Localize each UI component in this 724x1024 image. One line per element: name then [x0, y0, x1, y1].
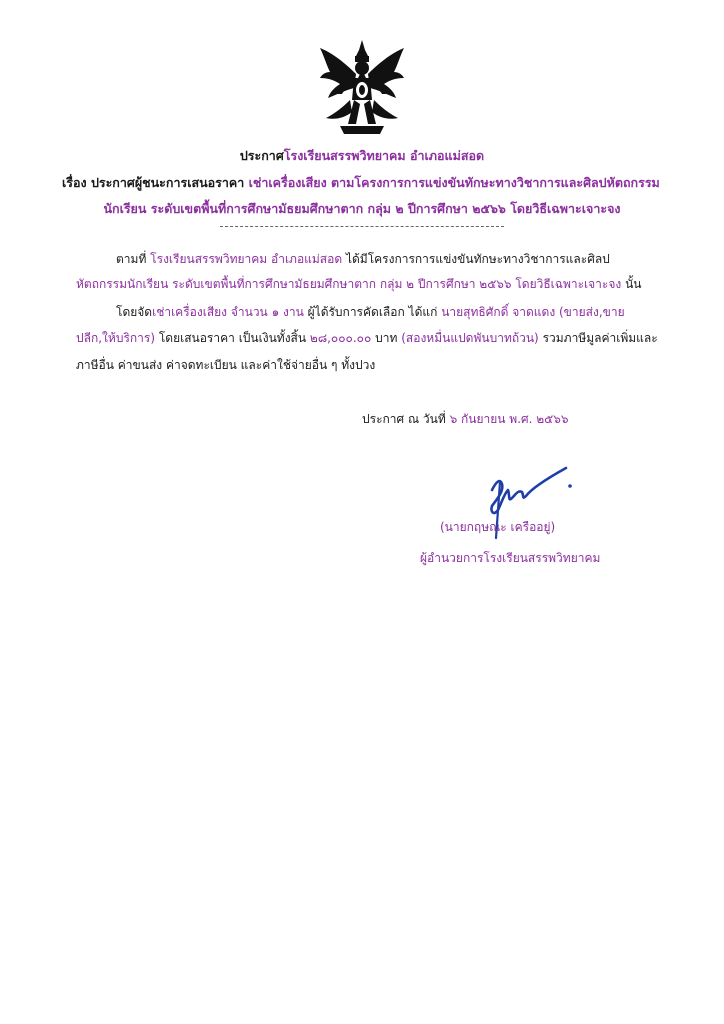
announce-prefix: ประกาศ ณ วันที่ [362, 412, 450, 426]
p2-item: เช่าเครื่องเสียง จำนวน ๑ งาน [152, 305, 304, 319]
p2-vendor-cont: ปลีก,ให้บริการ) [76, 331, 156, 345]
header-prefix: ประกาศ [239, 148, 284, 163]
p1-end: นั้น [621, 277, 642, 291]
p1-school: โรงเรียนสรรพวิทยาคม อำเภอแม่สอด [150, 252, 343, 266]
p2-vendor: นายสุทธิศักดิ์ จาดแดง (ขายส่ง,ขาย [441, 305, 625, 319]
header-school-name: โรงเรียนสรรพวิทยาคม อำเภอแม่สอด [283, 148, 485, 163]
p2-mid: ผู้ได้รับการคัดเลือก ได้แก่ [303, 305, 442, 319]
signer-position: ผู้อำนวยการโรงเรียนสรรพวิทยาคม [420, 551, 601, 565]
p1-line2: หัตถกรรมนักเรียน ระดับเขตพื้นที่การศึกษามัธยมศึกษาตาก กลุ่ม ๒ ปีการศึกษา ๒๕๖๖ โดยวิธีเฉพาะเจาะจง [76, 277, 622, 291]
paragraph-2-line-2 [76, 329, 658, 348]
header-subject [62, 173, 662, 193]
p2-baht: บาท [371, 331, 402, 345]
paragraph-2-line-3: ภาษีอื่น ค่าขนส่ง ค่าจดทะเบียน และค่าใช้จ่ายอื่น ๆ ทั้งปวง [76, 358, 376, 372]
subject-text: เช่าเครื่องเสียง ตามโครงการการแข่งขันทักษะทางวิชาการและศิลปหัตถกรรม [248, 175, 660, 190]
header-subject-line2: นักเรียน ระดับเขตพื้นที่การศึกษามัธยมศึกษาตาก กลุ่ม ๒ ปีการศึกษา ๒๕๖๖ โดยวิธีเฉพาะเจาะจง [103, 201, 621, 216]
p2-line2-end: รวมภาษีมูลค่าเพิ่มและ [538, 331, 658, 345]
p1-rest: ได้มีโครงการการแข่งขันทักษะทางวิชาการและศิลป [342, 252, 610, 266]
announce-date: ๖ กันยายน พ.ศ. ๒๕๖๖ [449, 412, 569, 426]
garuda-emblem [312, 38, 412, 138]
header-divider [220, 226, 504, 227]
paragraph-1-line-2 [76, 275, 641, 294]
p2-amount-text: (สองหมื่นแปดพันบาทถ้วน) [401, 331, 539, 345]
paragraph-2-line-1 [116, 303, 625, 322]
announce-date-line [362, 410, 568, 429]
paragraph-1-line-1 [116, 250, 610, 269]
signer-open: (นาย [440, 520, 467, 534]
subject-prefix: เรื่อง ประกาศผู้ชนะการเสนอราคา [62, 175, 249, 190]
signer-name-text: กฤษณะ เครืออยู่ [466, 520, 551, 534]
signer-name [440, 518, 555, 537]
p2-line2-mid: โดยเสนอราคา เป็นเงินทั้งสิ้น [155, 331, 310, 345]
header-title [0, 146, 724, 166]
signer-close: ) [550, 520, 556, 534]
p1-prefix: ตามที่ [116, 252, 151, 266]
p2-prefix: โดยจัด [116, 305, 153, 319]
p2-amount: ๒๘,๐๐๐.๐๐ [309, 331, 372, 345]
